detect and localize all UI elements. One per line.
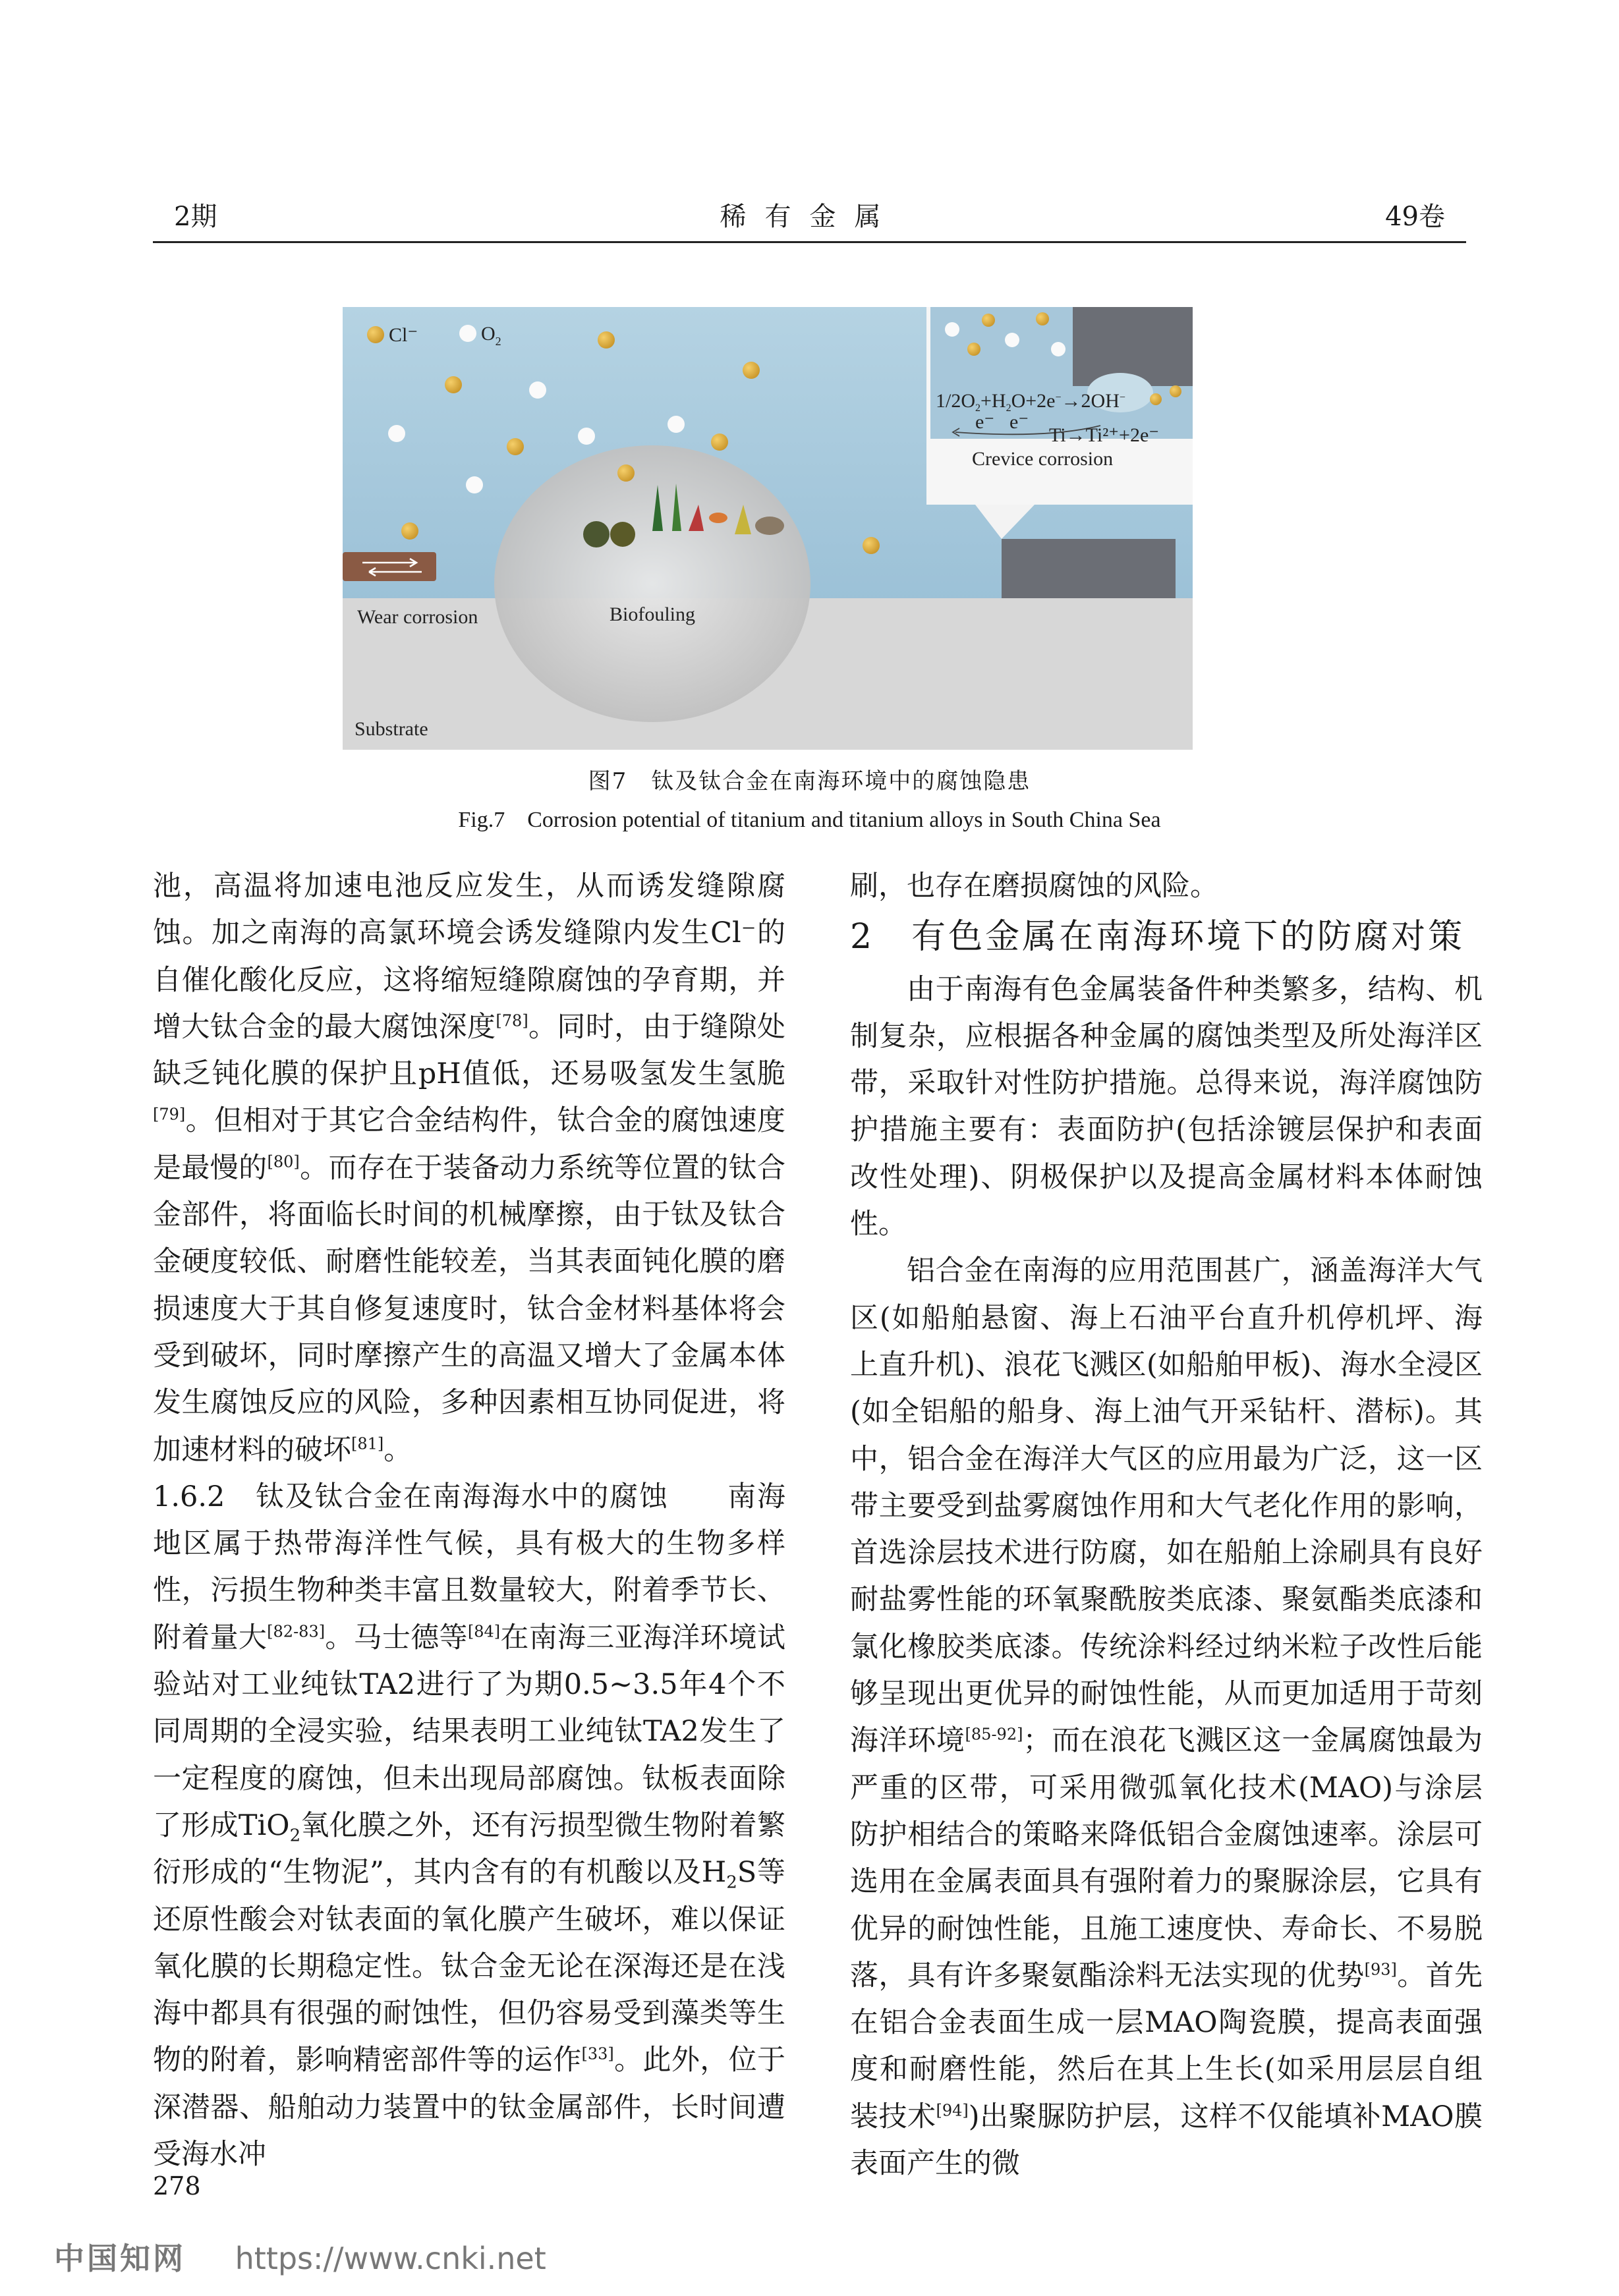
cnki-url[interactable]: https://www.cnki.net <box>235 2241 546 2276</box>
svg-text:O2: $O_2$ <box>481 323 501 348</box>
issue-label: 2期 <box>174 202 217 232</box>
figure-caption-zh: 图7 钛及钛合金在南海环境中的腐蚀隐患 <box>588 768 1031 795</box>
biofouling-dome <box>494 445 810 722</box>
substrate-label: Substrate <box>355 718 428 740</box>
journal-name: 稀有金属 <box>720 202 899 232</box>
watermark-footer <box>54 2235 546 2278</box>
running-header <box>153 195 1466 243</box>
corrosion-diagram <box>343 307 1193 750</box>
paragraph-subsection: 1.6.2 钛及钛合金在南海海水中的腐蚀 南海地区属于热带海洋性气候，具有极大的生物多样性，污损生物种类丰富且数量较大，附着季节长、附着量大[82-83]。马士德等[84]在南海三亚海洋环境试验站对工业纯钛TA2进行了为期0.5~3.5年4个不同周期的全浸实验，结果表明工业纯钛TA2发生了一定程度的腐蚀，但未出现局部腐蚀。钛板表面除了形成TiO$_2$氧化膜之外，还有污损型微生物附着繁衍形成的“生物泥”，其内含有的有机酸以及$H_2S$等还原性酸会对钛表面的氧化膜产生破坏，难以保证氧化膜的长期稳定性。钛合金无论在深海还是在浅海中都具有很强的耐蚀性，但仍容易受到藻类等生物的附着，影响精密部件等的运作[33]。此外，位于深潜器、船舶动力装置中的钛金属部件，长时间遭受海水冲 <box>153 1480 786 2171</box>
cnki-logo-text: 中国知网 <box>54 2241 186 2276</box>
svg-text:Cl⁻ <box>389 324 418 346</box>
inset-title: Crevice corrosion <box>972 448 1114 470</box>
paragraph: 由于南海有色金属装备件种类繁多，结构、机制复杂，应根据各种金属的腐蚀类型及所处海洋区带，采取针对性防护措施。总得来说，海洋腐蚀防护措施主要有：表面防护(包括涂镀层保护和表面改性处理)、阴极保护以及提高金属材料本体耐蚀性。 <box>850 972 1483 1241</box>
right-column <box>850 863 1483 2187</box>
wear-corrosion-label: Wear corrosion <box>357 606 478 628</box>
crevice-block <box>1002 539 1176 598</box>
left-column <box>153 863 785 2178</box>
volume-label: 49卷 <box>1385 202 1445 232</box>
wear-block <box>343 552 436 581</box>
legend-o2-label: O <box>481 323 496 345</box>
legend-cl-label: Cl⁻ <box>389 324 418 346</box>
paragraph: 池，高温将加速电池反应发生，从而诱发缝隙腐蚀。加之南海的高氯环境会诱发缝隙内发生Cl⁻的自催化酸化反应，这将缩短缝隙腐蚀的孕育期，并增大钛合金的最大腐蚀深度[78]。同时，由于缝隙处缺乏钝化膜的保护且pH值低，还易吸氢发生氢脆[79]。但相对于其它合金结构件，钛合金的腐蚀速度是最慢的[80]。而存在于装备动力系统等位置的钛合金部件，将面临长时间的机械摩擦，由于钛及钛合金硬度较低、耐磨性能较差，当其表面钝化膜的磨损速度大于其自修复速度时，钛合金材料基体将会受到破坏，同时摩擦产生的高温又增大了金属本体发生腐蚀反应的风险，多种因素相互协同促进，将加速材料的破坏[81]。 <box>153 870 786 1467</box>
paragraph: 刷，也存在磨损腐蚀的风险。 <box>850 870 1218 903</box>
inset-e2: e⁻ <box>1009 411 1029 433</box>
page-number: 278 <box>153 2171 201 2200</box>
svg-text:1/2O2+H2O+2e−→2OH−: $1/2O_2+H_2O+2e^-\to 2OH^-$ <box>936 390 1125 414</box>
subsection-heading: 1.6.2 钛及钛合金在南海海水中的腐蚀 <box>153 1480 669 1513</box>
inset-equation-1: 1/2O <box>936 390 975 412</box>
inset-equation-2: Ti→Ti²⁺+2e⁻ <box>1049 424 1160 446</box>
inset-e1: e⁻ <box>975 411 995 433</box>
paragraph: 铝合金在南海的应用范围甚广，涵盖海洋大气区(如船舶悬窗、海上石油平台直升机停机坪、海上直升机)、浪花飞溅区(如船舶甲板)、海水全浸区(如全铝船的船身、海上油气开采钻杆、潜标)。其中，铝合金在海洋大气区的应用最为广泛，这一区带主要受到盐雾腐蚀作用和大气老化作用的影响，首选涂层技术进行防腐，如在船舶上涂刷具有良好耐盐雾性能的环氧聚酰胺类底漆、聚氨酯类底漆和氯化橡胶类底漆。传统涂料经过纳米粒子改性后能够呈现出更优异的耐蚀性能，从而更加适用于苛刻海洋环境[85-92]；而在浪花飞溅区这一金属腐蚀最为严重的区带，可采用微弧氧化技术(MAO)与涂层防护相结合的策略来降低铝合金腐蚀速率。涂层可选用在金属表面具有强附着力的聚脲涂层，它具有优异的耐蚀性能，且施工速度快、寿命长、不易脱落，具有许多聚氨酯涂料无法实现的优势[93]。首先在铝合金表面生成一层MAO陶瓷膜，提高表面强度和耐磨性能，然后在其上生长(如采用层层自组装技术[94])出聚脲防护层，这样不仅能填补MAO膜表面产生的微 <box>850 1254 1483 2181</box>
section-heading: 2 有色金属在南海环境下的防腐对策 <box>850 917 1465 957</box>
crevice-inset <box>926 307 1193 539</box>
biofouling-label: Biofouling <box>610 603 696 625</box>
figure-7 <box>343 307 1193 750</box>
figure-caption-en: Fig.7 Corrosion potential of titanium and titanium alloys in South China Sea <box>458 808 1161 832</box>
